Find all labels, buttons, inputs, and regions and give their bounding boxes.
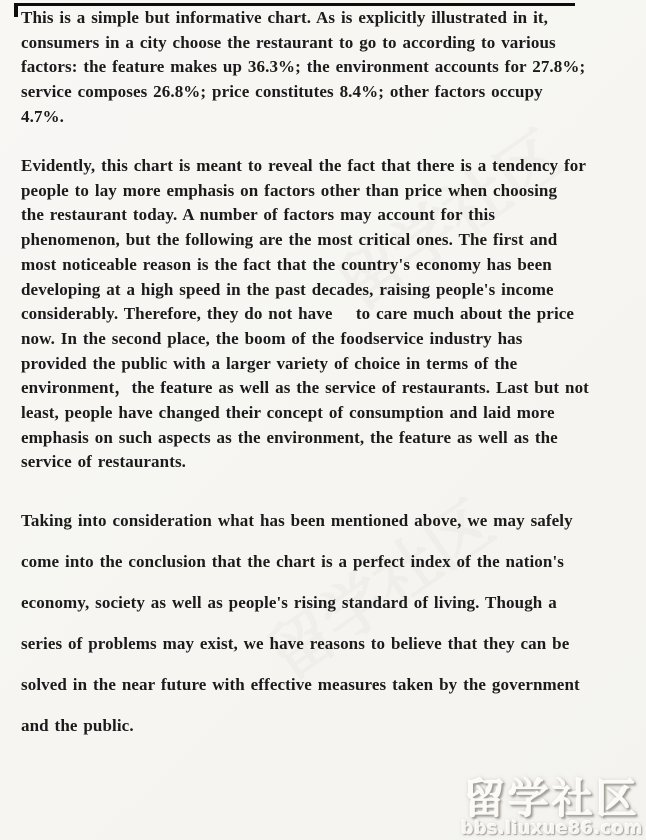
text-line: solved in the near future with effective measures taken by the government — [21, 675, 580, 694]
text-line: 4.7%. — [21, 106, 64, 126]
text-line: consumers in a city choose the restaurant to go to according to various — [21, 32, 556, 52]
text-line: This is a simple but informative chart. As is explicitly illustrated in it, — [21, 8, 549, 27]
text-line: the restaurant today. A number of factors may account for this — [21, 205, 496, 225]
text-line: come into the conclusion that the chart is a perfect index of the nation's — [21, 552, 564, 571]
text-line: and the public. — [21, 716, 134, 735]
text-line: considerably. Therefore, they do not have to care much about the price — [21, 304, 575, 324]
paragraph-conclusion — [21, 500, 611, 746]
text-line: Taking into consideration what has been mentioned above, we may safely — [21, 511, 573, 530]
watermark-url: bbs.liuxue86.com — [461, 819, 643, 839]
top-border-tick — [14, 3, 18, 17]
text-line: now. In the second place, the boom of the foodservice industry has — [21, 328, 523, 348]
paragraph-chart-description — [21, 6, 611, 130]
paragraph-analysis — [21, 154, 611, 475]
text-line: least, people have changed their concept of consumption and laid more — [21, 403, 555, 423]
text-line: Evidently, this chart is meant to reveal the fact that there is a tendency for — [21, 156, 587, 175]
site-watermark — [461, 774, 643, 839]
text-line: environment，the feature as well as the service of restaurants. Last but not — [21, 378, 589, 398]
text-line: economy, society as well as people's rising standard of living. Though a — [21, 593, 557, 612]
text-line: developing at a high speed in the past decades, raising people's income — [21, 279, 554, 299]
text-line: most noticeable reason is the fact that the country's economy has been — [21, 254, 552, 274]
text-line: provided the public with a larger variety of choice in terms of the — [21, 353, 518, 373]
text-line: service composes 26.8%; price constitutes 8.4%; other factors occupy — [21, 82, 543, 102]
text-line: service of restaurants. — [21, 452, 187, 472]
text-line: phenomenon, but the following are the most critical ones. The first and — [21, 230, 558, 250]
text-line: series of problems may exist, we have reasons to believe that they can be — [21, 634, 570, 653]
text-line: people to lay more emphasis on factors other than price when choosing — [21, 180, 558, 200]
text-line: factors: the feature makes up 36.3%; the environment accounts for 27.8%; — [21, 57, 586, 77]
watermark-title: 留学社区 — [464, 774, 641, 823]
text-line: emphasis on such aspects as the environment, the feature as well as the — [21, 427, 558, 447]
